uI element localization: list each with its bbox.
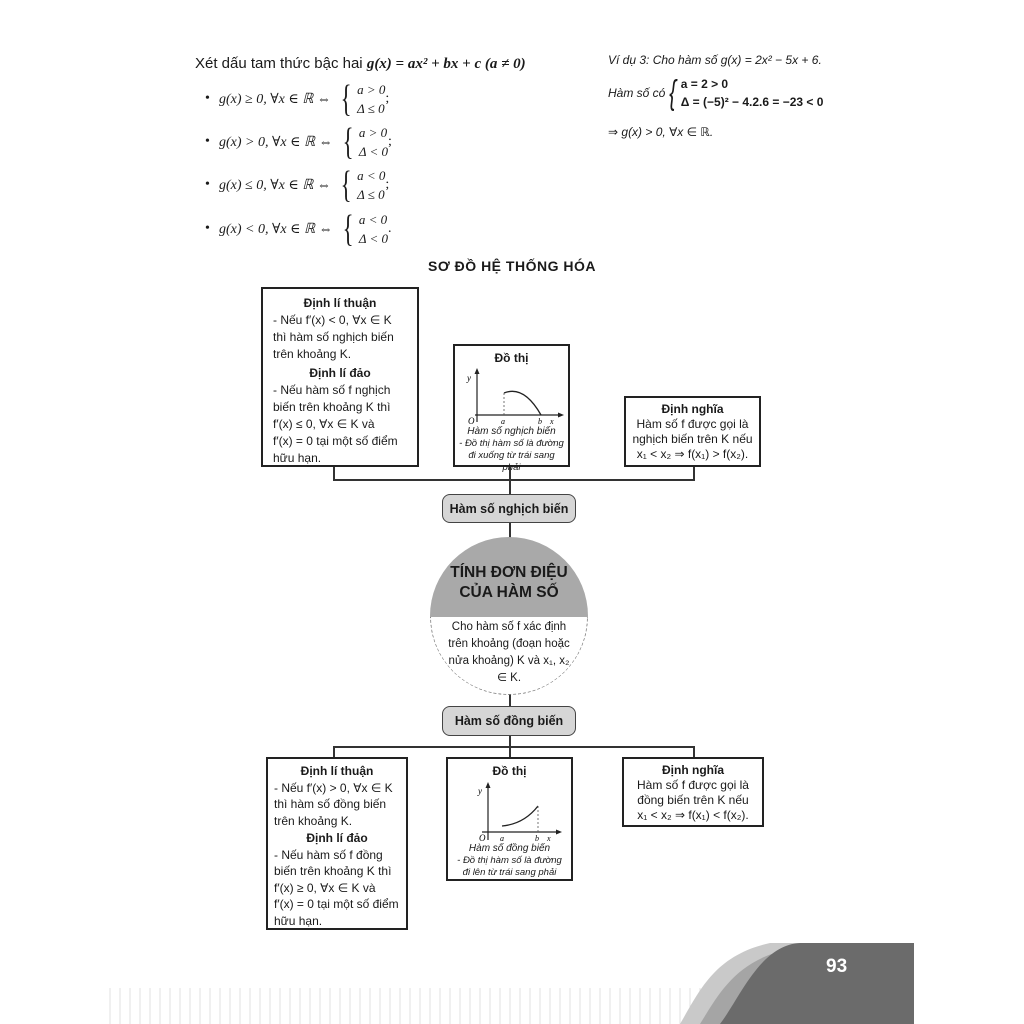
brace-icon: {	[342, 208, 354, 250]
rule-lhs: g(x) < 0, ∀x ∈ ℝ ⇔	[219, 221, 333, 237]
condition-a: a < 0	[358, 212, 388, 227]
brace-icon: {	[669, 74, 677, 112]
condition-a: a < 0	[357, 168, 386, 183]
box-line: f′(x) = 0 tại một số điểm	[274, 897, 399, 911]
page-number: 93	[826, 956, 848, 977]
bullet-icon: •	[205, 177, 210, 192]
box-line: đồng biến trên K nếu	[637, 793, 749, 807]
y-label: y	[478, 786, 482, 796]
title-line: CỦA HÀM SỐ	[459, 584, 559, 601]
graph-caption: Hàm số đồng biến	[468, 843, 551, 854]
rule-lhs: g(x) ≥ 0, ∀x ∈ ℝ ⇔	[219, 91, 331, 107]
b-label: b	[535, 834, 539, 842]
brace-icon: {	[342, 121, 354, 163]
y-label: y	[467, 373, 471, 383]
graph-note: - Đồ thị hàm số là đường	[457, 855, 562, 866]
box-line: biến trên khoảng K thì	[274, 864, 392, 878]
b-label: b	[538, 417, 542, 425]
bullet-icon: •	[205, 221, 210, 236]
example-conclusion: ⇒ g(x) > 0, ∀x ∈ ℝ.	[608, 125, 714, 139]
box-heading: Định lí đảo	[306, 831, 368, 845]
rule-lhs: g(x) ≤ 0, ∀x ∈ ℝ ⇔	[219, 177, 331, 193]
condition-delta: Δ ≤ 0	[357, 101, 385, 116]
box-line: x₁ < x₂ ⇒ f(x₁) < f(x₂).	[637, 808, 749, 822]
condition-delta: Δ ≤ 0	[357, 187, 385, 202]
title-line: TÍNH ĐƠN ĐIỆU	[450, 564, 568, 581]
box-line: f′(x) = 0 tại một số điểm	[273, 434, 398, 448]
box-heading: Định lí đảo	[309, 366, 371, 380]
example-condition-a: a = 2 > 0	[680, 77, 729, 91]
box-line: - Nếu hàm số f nghịch	[273, 383, 391, 397]
origin-label: O	[468, 416, 475, 425]
box-line: - Nếu f′(x) < 0, ∀x ∈ K	[273, 313, 392, 327]
box-line: biến trên khoảng K thì	[273, 400, 391, 414]
heading-text: Xét dấu tam thức bậc hai	[195, 55, 363, 72]
box-line: hữu hạn.	[274, 913, 323, 928]
box-line: - Nếu hàm số f đồng	[274, 847, 383, 862]
box-line: x₁ < x₂ ⇒ f(x₁) > f(x₂).	[636, 447, 749, 461]
a-label: a	[501, 417, 505, 425]
box-line: trên khoảng K.	[274, 813, 353, 828]
rule-punct: ;	[385, 91, 390, 106]
graph-note: đi lên từ trái sang phải	[462, 867, 557, 878]
condition-a: a > 0	[357, 82, 386, 97]
box-line: trên khoảng K.	[273, 347, 352, 361]
box-heading: Đồ thị	[494, 351, 529, 365]
heading-formula: g(x) = ax² + bx + c (a ≠ 0)	[366, 56, 526, 72]
rule-punct: .	[388, 221, 392, 236]
example-condition-delta: Δ = (−5)² − 4.2.6 = −23 < 0	[680, 95, 824, 109]
a-label: a	[500, 834, 504, 842]
box-heading: Định lí thuận	[300, 764, 374, 778]
box-line: Hàm số f được gọi là	[636, 417, 749, 431]
box-heading: Đồ thị	[492, 764, 527, 778]
bullet-icon: •	[205, 134, 210, 149]
box-line: hữu hạn.	[273, 451, 322, 465]
footer-stripes	[110, 988, 700, 1024]
central-topic-description: Cho hàm số f xác định trên khoảng (đoạn hoặc nửa khoảng) K và x₁, x₂ ∈ K.	[448, 621, 570, 684]
brace-icon: {	[340, 164, 352, 206]
example-lead: Hàm số có	[608, 86, 666, 100]
rule-lhs: g(x) > 0, ∀x ∈ ℝ ⇔	[219, 134, 333, 150]
graph-caption: Hàm số nghịch biến	[467, 426, 556, 437]
rule-punct: ;	[385, 177, 390, 192]
brace-icon: {	[340, 78, 352, 120]
condition-delta: Δ < 0	[358, 231, 389, 246]
graph-note: - Đồ thị hàm số là đường	[459, 438, 564, 449]
x-label: x	[547, 834, 551, 842]
decreasing-function-node: Hàm số nghịch biến	[442, 494, 576, 523]
box-line: f′(x) ≥ 0, ∀x ∈ K và	[274, 880, 376, 895]
x-label: x	[550, 417, 554, 425]
condition-delta: Δ < 0	[358, 144, 389, 159]
box-line: thì hàm số đồng biến	[274, 797, 387, 811]
box-heading: Định lí thuận	[303, 296, 377, 310]
condition-a: a > 0	[358, 125, 388, 140]
bullet-icon: •	[205, 91, 210, 106]
box-line: nghịch biến trên K nếu	[632, 432, 753, 446]
increasing-function-node: Hàm số đồng biến	[442, 706, 576, 736]
diagram-title: SƠ ĐỒ HỆ THỐNG HÓA	[428, 258, 596, 274]
box-line: thì hàm số nghịch biến	[273, 330, 394, 344]
box-line: f′(x) ≤ 0, ∀x ∈ K và	[273, 417, 375, 431]
rule-punct: ;	[388, 134, 392, 149]
box-line: - Nếu f′(x) > 0, ∀x ∈ K	[274, 780, 393, 795]
example-statement: Ví dụ 3: Cho hàm số g(x) = 2x² − 5x + 6.	[608, 53, 822, 67]
box-heading: Định nghĩa	[661, 402, 724, 416]
box-heading: Định nghĩa	[662, 763, 724, 777]
origin-label: O	[479, 833, 486, 842]
box-line: Hàm số f được gọi là	[637, 778, 749, 792]
graph-note: đi xuống từ trái sang phải	[468, 450, 555, 473]
